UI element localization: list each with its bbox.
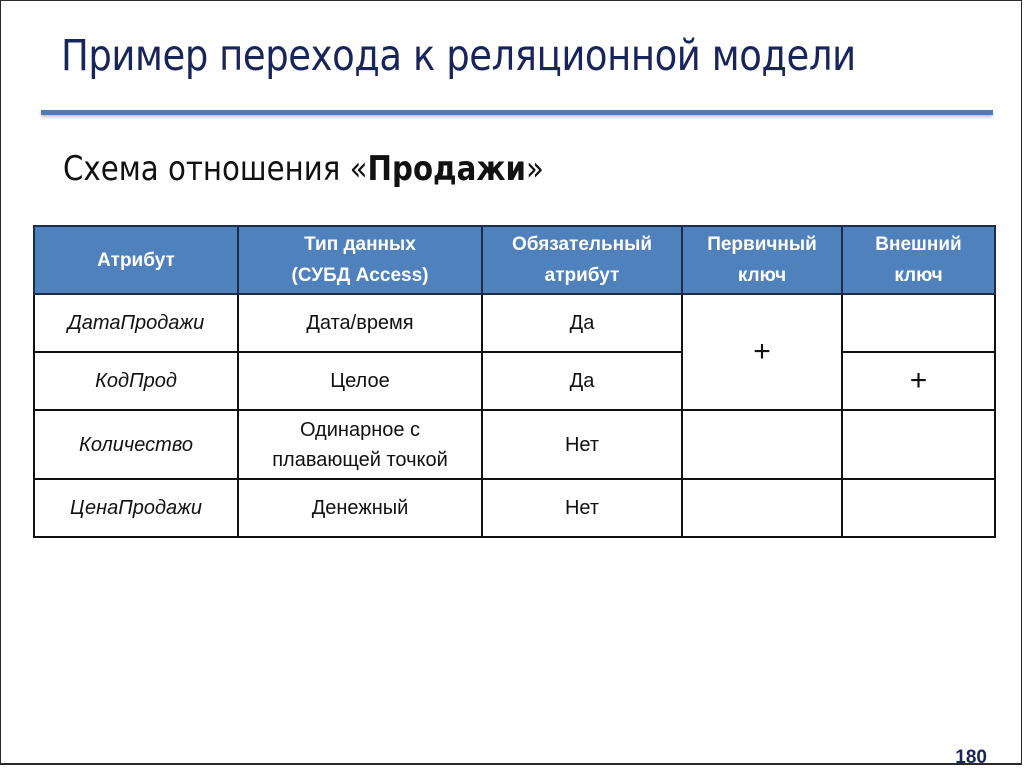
cell-data-type-line1: Одинарное с	[299, 418, 421, 441]
cell-primary-key	[682, 410, 842, 479]
cell-data-type	[238, 410, 482, 479]
header-required-line1: Обязательный	[511, 234, 653, 255]
relation-schema-table	[33, 225, 996, 538]
table-row	[34, 410, 995, 479]
cell-data-type: Денежный	[238, 479, 482, 537]
header-primary-key	[682, 226, 842, 294]
table-row	[34, 479, 995, 537]
header-attribute-label: Атрибут	[97, 249, 175, 271]
header-foreign-key-line2: ключ	[894, 265, 943, 286]
cell-data-type: Дата/время	[238, 294, 482, 352]
relation-name: Продажи	[367, 149, 526, 189]
header-attribute	[34, 226, 238, 294]
table-header-row	[34, 226, 995, 294]
header-foreign-key	[842, 226, 995, 294]
cell-foreign-key	[842, 410, 995, 479]
subtitle-prefix: Схема отношения «	[63, 149, 368, 189]
header-data-type-line1: Тип данных	[304, 234, 416, 255]
header-required-line2: атрибут	[544, 265, 620, 286]
cell-foreign-key	[842, 294, 995, 352]
title-divider	[41, 110, 993, 115]
header-data-type	[238, 226, 482, 294]
cell-required: Нет	[482, 479, 682, 537]
cell-required: Нет	[482, 410, 682, 479]
table-row	[34, 352, 995, 410]
cell-foreign-key: +	[842, 352, 995, 410]
cell-required: Да	[482, 294, 682, 352]
cell-data-type: Целое	[238, 352, 482, 410]
cell-attribute: КодПрод	[34, 352, 238, 410]
page-number: 180	[955, 747, 987, 768]
cell-attribute: Количество	[34, 410, 238, 479]
header-required	[482, 226, 682, 294]
cell-primary-key: +	[682, 294, 842, 410]
cell-primary-key	[682, 479, 842, 537]
header-data-type-line2: (СУБД Access)	[291, 265, 429, 286]
cell-required: Да	[482, 352, 682, 410]
cell-data-type-line2: плавающей точкой	[272, 448, 448, 471]
slide-subtitle	[63, 149, 544, 189]
slide-title: Пример перехода к реляционной модели	[61, 31, 856, 81]
cell-foreign-key	[842, 479, 995, 537]
table-row	[34, 294, 995, 352]
subtitle-suffix: »	[525, 149, 544, 189]
cell-attribute: ДатаПродажи	[34, 294, 238, 352]
cell-attribute: ЦенаПродажи	[34, 479, 238, 537]
header-foreign-key-line1: Внешний	[875, 234, 962, 255]
header-primary-key-line1: Первичный	[707, 234, 817, 255]
header-primary-key-line2: ключ	[737, 265, 787, 286]
